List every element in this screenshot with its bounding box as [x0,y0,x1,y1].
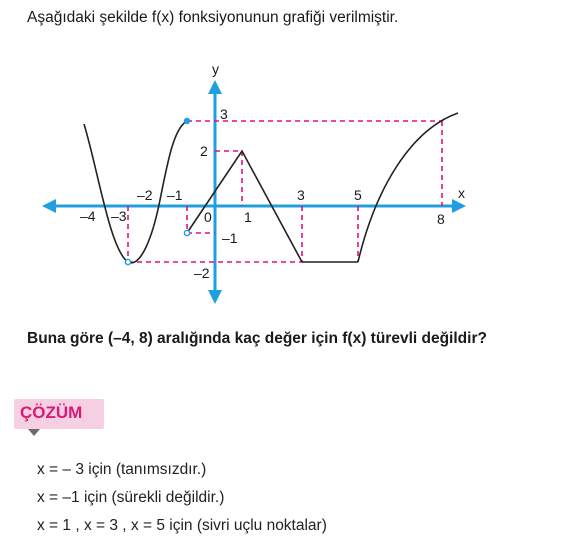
x-tick-8: 8 [437,211,445,227]
x-tick-minus1: –1 [167,187,183,203]
triangle-down-icon [28,429,40,436]
y-axis-label: y [212,61,219,77]
solution-line-3: x = 1 , x = 3 , x = 5 için (sivri uçlu noktalar) [37,517,327,534]
y-tick-2: 2 [200,143,208,159]
x-tick-1: 1 [244,209,252,225]
x-axis-label: x [458,185,465,201]
x-tick-5: 5 [354,187,362,203]
y-tick-minus1: –1 [222,230,238,246]
solution-line-2: x = –1 için (sürekli değildir.) [37,489,225,506]
filled-point-minus1 [184,118,189,123]
x-tick-minus4: –4 [80,208,96,224]
open-point-minus3 [125,259,130,264]
solution-title: ÇÖZÜM [20,403,83,422]
x-tick-minus2: –2 [137,187,153,203]
open-point-minus1 [184,230,189,235]
y-axis-arrow [208,80,222,94]
x-axis-left-arrow [42,199,56,213]
y-tick-minus2: –2 [194,265,210,281]
question-text: Buna göre (–4, 8) aralığında kaç değer için f(x) türevli değildir? [27,330,487,347]
x-tick-minus3: –3 [111,208,127,224]
solution-line-1: x = – 3 için (tanımsızdır.) [37,461,207,478]
x-tick-0: 0 [204,209,212,225]
y-axis-bottom-arrow [208,290,222,304]
solution-badge [14,399,104,429]
y-tick-3: 3 [220,106,228,122]
x-tick-3: 3 [297,187,305,203]
x-axis-arrow [452,199,466,213]
intro-text: Aşağıdaki şekilde f(x) fonksiyonunun grafiği verilmiştir. [27,9,399,26]
